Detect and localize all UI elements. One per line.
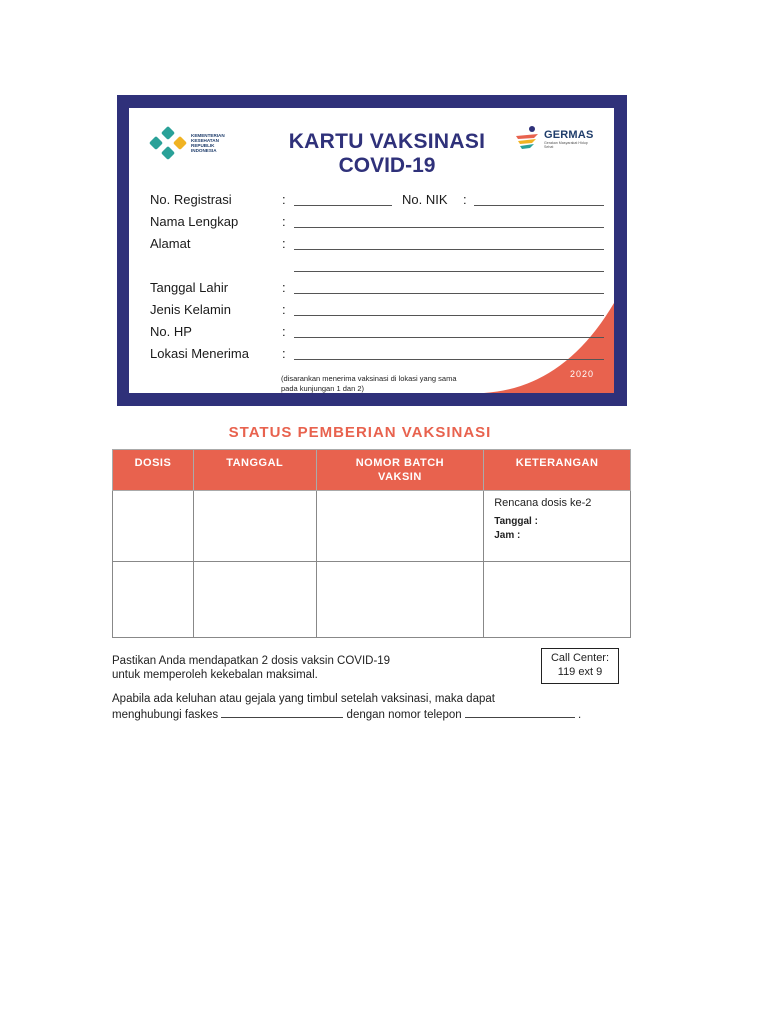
colon-nik: : [463, 192, 467, 207]
colon-hp: : [282, 324, 286, 339]
field-alamat-line1[interactable] [294, 249, 604, 250]
dose-info: Pastikan Anda mendapatkan 2 dosis vaksin COVID-19 untuk memperoleh kekebalan maksimal. [112, 655, 391, 681]
germas-icon [512, 124, 542, 154]
colon-nama: : [282, 214, 286, 229]
colon-jenis-kelamin: : [282, 302, 286, 317]
field-registrasi[interactable] [294, 205, 392, 206]
label-hp: No. HP [150, 324, 192, 339]
health-ministry-icon [149, 126, 187, 160]
field-tanggal-lahir[interactable] [294, 293, 604, 294]
label-nama: Nama Lengkap [150, 214, 239, 229]
faskes-blank[interactable] [221, 707, 343, 718]
cell-tanggal-2[interactable] [193, 562, 316, 638]
cell-dosis-1[interactable] [113, 491, 194, 562]
germas-tagline: Gerakan Masyarakat Hidup Sehat [544, 141, 588, 149]
next-dose-date: Tanggal : [494, 516, 538, 527]
field-nik[interactable] [474, 205, 604, 206]
header-batch: NOMOR BATCH VAKSIN [316, 450, 484, 491]
complaint-info: Apabila ada keluhan atau gejala yang timbul setelah vaksinasi, maka dapat menghubungi faskes dengan nomor telepon . [112, 693, 582, 721]
header-keterangan: KETERANGAN [484, 450, 631, 491]
status-title: STATUS PEMBERIAN VAKSINASI [228, 424, 492, 441]
card-title-line1: KARTU VAKSINASI [288, 130, 486, 153]
field-nama[interactable] [294, 227, 604, 228]
header-dosis: DOSIS [113, 450, 194, 491]
label-tanggal-lahir: Tanggal Lahir [150, 280, 229, 295]
cell-keterangan-2[interactable] [484, 562, 631, 638]
phone-blank[interactable] [465, 707, 575, 718]
cell-tanggal-1[interactable] [193, 491, 316, 562]
label-nik: No. NIK [402, 192, 448, 207]
next-dose-time: Jam : [494, 530, 521, 541]
germas-label: GERMAS [544, 129, 594, 141]
field-alamat-line2[interactable] [294, 271, 604, 272]
ministry-logo [149, 126, 235, 160]
ministry-text: KEMENTERIAN KESEHATAN REPUBLIK INDONESIA [191, 132, 225, 154]
field-hp[interactable] [294, 337, 604, 338]
table-row [113, 491, 631, 562]
field-jenis-kelamin[interactable] [294, 315, 604, 316]
colon-lokasi: : [282, 346, 286, 361]
vaccination-status-table [112, 449, 631, 638]
vaccination-card [117, 95, 627, 406]
cell-dosis-2[interactable] [113, 562, 194, 638]
colon-tanggal-lahir: : [282, 280, 286, 295]
field-lokasi[interactable] [294, 359, 604, 360]
header-tanggal: TANGGAL [193, 450, 316, 491]
table-header-row [113, 450, 631, 491]
card-title-line2: COVID-19 [338, 154, 436, 177]
cell-batch-1[interactable] [316, 491, 484, 562]
card-title [267, 130, 507, 178]
colon-alamat: : [282, 236, 286, 251]
cell-batch-2[interactable] [316, 562, 484, 638]
germas-logo [512, 124, 593, 154]
next-dose-label: Rencana dosis ke-2 [494, 497, 592, 509]
call-center-box: Call Center: 119 ext 9 [541, 648, 619, 684]
cell-keterangan-1[interactable] [484, 491, 631, 562]
label-jenis-kelamin: Jenis Kelamin [150, 302, 231, 317]
card-year: 2020 [569, 369, 594, 379]
label-alamat: Alamat [150, 236, 191, 251]
label-registrasi: No. Registrasi [150, 192, 232, 207]
colon-registrasi: : [282, 192, 286, 207]
table-row [113, 562, 631, 638]
label-lokasi: Lokasi Menerima [150, 346, 249, 361]
location-note: (disarankan menerima vaksinasi di lokasi yang sama pada kunjungan 1 dan 2) [281, 374, 457, 393]
card-body [129, 108, 614, 393]
